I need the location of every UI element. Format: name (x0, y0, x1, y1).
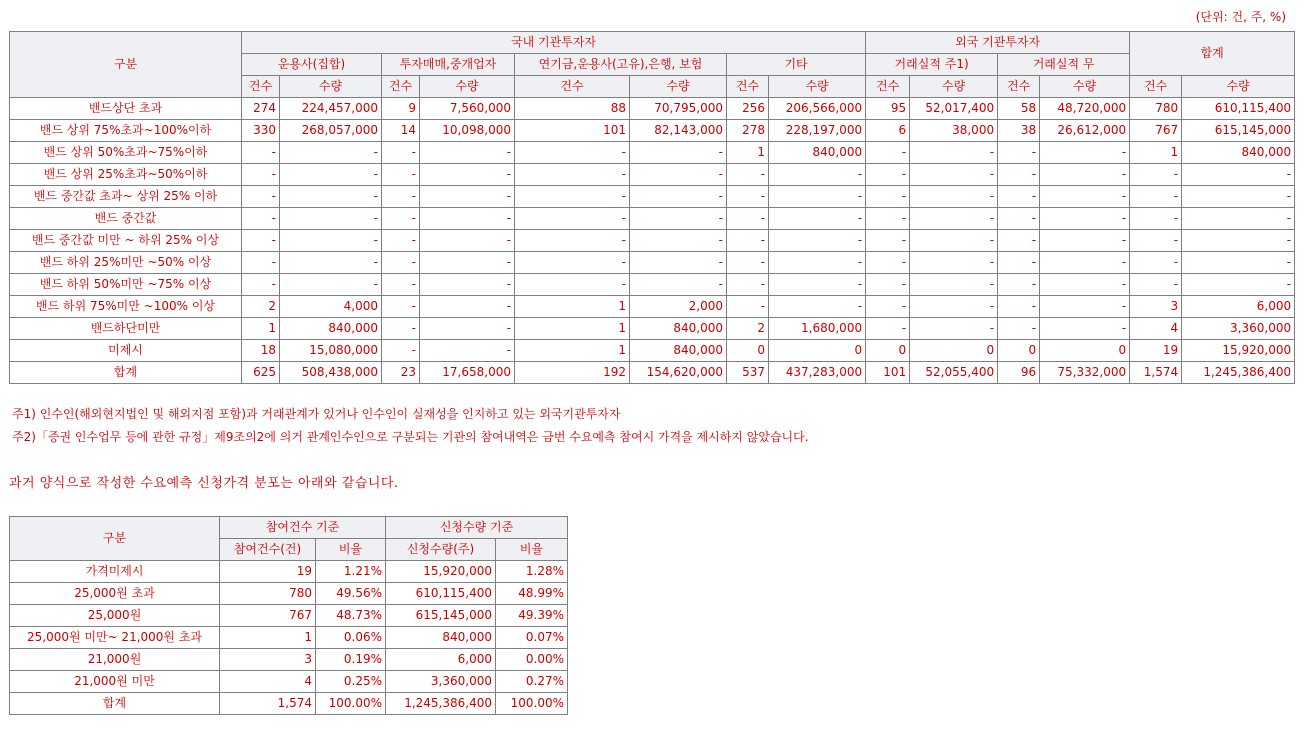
table-row (10, 362, 1295, 384)
table-cell: 0 (910, 340, 998, 362)
table-cell: 1.28% (496, 561, 568, 583)
table-row (10, 208, 1295, 230)
table-cell: 88 (515, 98, 630, 120)
table-cell: 4,000 (280, 296, 382, 318)
table-cell: 0 (866, 340, 910, 362)
table-cell: - (998, 208, 1040, 230)
table-cell: 17,658,000 (420, 362, 515, 384)
table-cell: 48.99% (496, 583, 568, 605)
table-cell: 49.56% (316, 583, 386, 605)
table-cell: - (382, 296, 420, 318)
table-cell: 4 (1130, 318, 1182, 340)
table-cell: 1,680,000 (769, 318, 866, 340)
table-cell: 49.39% (496, 605, 568, 627)
table-cell: 1,245,386,400 (386, 693, 496, 715)
table-cell: - (1130, 186, 1182, 208)
table-cell: - (630, 186, 727, 208)
row-label: 미제시 (10, 340, 242, 362)
table-cell: - (1182, 208, 1295, 230)
table-cell: 75,332,000 (1040, 362, 1130, 384)
row-label: 밴드 중간값 초과~ 상위 25% 이하 (10, 186, 242, 208)
table-cell: - (769, 230, 866, 252)
table-cell: - (1040, 142, 1130, 164)
table-cell: 1,245,386,400 (1182, 362, 1295, 384)
table-cell: - (998, 296, 1040, 318)
table-cell: - (1040, 296, 1130, 318)
row-label: 밴드 중간값 (10, 208, 242, 230)
table-row (10, 142, 1295, 164)
table-cell: 101 (866, 362, 910, 384)
row-label: 밴드 상위 50%초과~75%이하 (10, 142, 242, 164)
table-cell: - (242, 274, 280, 296)
table-cell: - (866, 296, 910, 318)
table-cell: - (1182, 186, 1295, 208)
unit-label: (단위: 건, 주, %) (1195, 10, 1286, 24)
row-label: 21,000원 미만 (10, 671, 220, 693)
row-label: 밴드 중간값 미만 ~ 하위 25% 이상 (10, 230, 242, 252)
table-cell: - (420, 296, 515, 318)
table-row (10, 583, 568, 605)
price-distribution-table (9, 516, 568, 715)
table-cell: - (515, 252, 630, 274)
header-group-qty: 신청수량 기준 (386, 517, 568, 539)
table-cell: - (242, 186, 280, 208)
table-cell: 9 (382, 98, 420, 120)
table-cell: 1 (515, 340, 630, 362)
header-column: 비율 (316, 539, 386, 561)
table-row (10, 318, 1295, 340)
table-cell: 1 (727, 142, 769, 164)
header-column: 신청수량(주) (386, 539, 496, 561)
table-cell: 52,055,400 (910, 362, 998, 384)
table-row (10, 230, 1295, 252)
table-cell: 38,000 (910, 120, 998, 142)
table-cell: 228,197,000 (769, 120, 866, 142)
table-cell: 0 (769, 340, 866, 362)
table-cell: - (769, 274, 866, 296)
table-cell: - (420, 318, 515, 340)
table-row (10, 693, 568, 715)
table-cell: - (280, 252, 382, 274)
table-cell: 1 (1130, 142, 1182, 164)
table-cell: 840,000 (630, 318, 727, 340)
table-row (10, 98, 1295, 120)
table-row (10, 120, 1295, 142)
table-cell: 625 (242, 362, 280, 384)
row-label: 밴드상단 초과 (10, 98, 242, 120)
table-cell: - (998, 274, 1040, 296)
header-count: 건수 (998, 76, 1040, 98)
table-cell: - (242, 164, 280, 186)
table-cell: 224,457,000 (280, 98, 382, 120)
table-cell: - (910, 230, 998, 252)
table-row (10, 186, 1295, 208)
table-cell: 15,920,000 (1182, 340, 1295, 362)
table-cell: - (420, 142, 515, 164)
table-cell: - (280, 230, 382, 252)
table-cell: - (727, 230, 769, 252)
row-label: 밴드 하위 25%미만 ~50% 이상 (10, 252, 242, 274)
table-cell: - (630, 142, 727, 164)
row-label: 밴드 상위 25%초과~50%이하 (10, 164, 242, 186)
table-cell: - (910, 208, 998, 230)
table-cell: - (866, 186, 910, 208)
table-cell: 4 (220, 671, 316, 693)
table-cell: 437,283,000 (769, 362, 866, 384)
table-cell: 1 (220, 627, 316, 649)
table-cell: 101 (515, 120, 630, 142)
table-row (10, 296, 1295, 318)
table-cell: 0 (998, 340, 1040, 362)
table-cell: - (910, 296, 998, 318)
table-cell: - (420, 230, 515, 252)
table-cell: 6,000 (1182, 296, 1295, 318)
table-cell: - (420, 208, 515, 230)
paragraph-text: 과거 양식으로 작성한 수요예측 신청가격 분포는 아래와 같습니다. (9, 476, 399, 491)
table-cell: 780 (220, 583, 316, 605)
row-label: 밴드 하위 75%미만 ~100% 이상 (10, 296, 242, 318)
table-cell: - (866, 230, 910, 252)
table-cell: 26,612,000 (1040, 120, 1130, 142)
table-cell: 508,438,000 (280, 362, 382, 384)
table-cell: 330 (242, 120, 280, 142)
header-qty: 수량 (1040, 76, 1130, 98)
table-cell: 256 (727, 98, 769, 120)
table-row (10, 274, 1295, 296)
table-cell: - (382, 252, 420, 274)
row-label: 합계 (10, 693, 220, 715)
table-cell: 38 (998, 120, 1040, 142)
table-cell: - (1182, 274, 1295, 296)
table-row (10, 605, 568, 627)
table-cell: - (242, 230, 280, 252)
table-cell: 14 (382, 120, 420, 142)
table-cell: - (1182, 164, 1295, 186)
table-cell: - (727, 274, 769, 296)
table-cell: - (866, 208, 910, 230)
table-cell: - (242, 208, 280, 230)
table-cell: 610,115,400 (1182, 98, 1295, 120)
header-subgroup: 투자매매,중개업자 (382, 54, 515, 76)
table-cell: 840,000 (386, 627, 496, 649)
table-cell: 767 (220, 605, 316, 627)
table-cell: 6,000 (386, 649, 496, 671)
table-cell: 278 (727, 120, 769, 142)
table-cell: - (1040, 252, 1130, 274)
table-cell: 274 (242, 98, 280, 120)
table-row (10, 340, 1295, 362)
table-cell: - (727, 164, 769, 186)
table-cell: 154,620,000 (630, 362, 727, 384)
table-cell: - (910, 252, 998, 274)
table-cell: 95 (866, 98, 910, 120)
table-cell: - (1040, 230, 1130, 252)
table-cell: 3,360,000 (386, 671, 496, 693)
table-cell: - (382, 164, 420, 186)
header-qty: 수량 (769, 76, 866, 98)
table-cell: 52,017,400 (910, 98, 998, 120)
row-label: 밴드하단미만 (10, 318, 242, 340)
header-qty: 수량 (630, 76, 727, 98)
table-row (10, 649, 568, 671)
table-cell: - (998, 252, 1040, 274)
header-count: 건수 (242, 76, 280, 98)
table-cell: - (769, 296, 866, 318)
table-cell: - (866, 164, 910, 186)
table-cell: - (382, 274, 420, 296)
table-cell: 268,057,000 (280, 120, 382, 142)
table-cell: 610,115,400 (386, 583, 496, 605)
table-cell: - (1182, 252, 1295, 274)
table-cell: - (1130, 252, 1182, 274)
table-cell: 7,560,000 (420, 98, 515, 120)
table-cell: - (1040, 208, 1130, 230)
table-cell: 0 (727, 340, 769, 362)
table-cell: - (769, 164, 866, 186)
table-cell: - (420, 274, 515, 296)
table-row (10, 671, 568, 693)
table-cell: - (910, 186, 998, 208)
row-label: 가격미제시 (10, 561, 220, 583)
table-cell: 82,143,000 (630, 120, 727, 142)
table-cell: - (630, 230, 727, 252)
row-label: 밴드 하위 50%미만 ~75% 이상 (10, 274, 242, 296)
table-cell: - (866, 274, 910, 296)
table-cell: 0.27% (496, 671, 568, 693)
table-cell: 1,574 (220, 693, 316, 715)
table-cell: - (382, 230, 420, 252)
table-cell: - (1182, 230, 1295, 252)
table-cell: - (420, 340, 515, 362)
table-cell: - (727, 252, 769, 274)
table-cell: - (1130, 164, 1182, 186)
table-cell: 0.00% (496, 649, 568, 671)
table-cell: - (998, 230, 1040, 252)
row-label: 25,000원 미만~ 21,000원 초과 (10, 627, 220, 649)
table-cell: - (382, 340, 420, 362)
footnote-1: 주1) 인수인(해외현지법인 및 해외지점 포함)과 거래관계가 있거나 인수인이 실재성을 인지하고 있는 외국기관투자자 (12, 407, 621, 421)
table-cell: - (910, 164, 998, 186)
header-subgroup: 연기금,운용사(고유),은행, 보험 (515, 54, 727, 76)
table-cell: - (769, 186, 866, 208)
header-qty: 수량 (910, 76, 998, 98)
row-label: 밴드 상위 75%초과~100%이하 (10, 120, 242, 142)
table-cell: - (1040, 186, 1130, 208)
header-count: 건수 (727, 76, 769, 98)
table-cell: 840,000 (1182, 142, 1295, 164)
table-cell: - (515, 186, 630, 208)
header-total: 합계 (1130, 32, 1295, 76)
table-cell: - (866, 252, 910, 274)
header-count: 건수 (1130, 76, 1182, 98)
row-label: 25,000원 (10, 605, 220, 627)
footnote-2: 주2)「증권 인수업무 등에 관한 규정」제9조의2에 의거 관계인수인으로 구분되는 기관의 참여내역은 금번 수요예측 참여시 가격을 제시하지 않았습니다. (12, 430, 809, 444)
table-cell: - (515, 142, 630, 164)
header-column: 비율 (496, 539, 568, 561)
table-cell: - (998, 142, 1040, 164)
table-cell: 48.73% (316, 605, 386, 627)
table-cell: 15,080,000 (280, 340, 382, 362)
table-cell: - (1040, 164, 1130, 186)
header-label: 구분 (10, 32, 242, 98)
table-cell: - (515, 208, 630, 230)
table-cell: - (280, 208, 382, 230)
table-cell: 1,574 (1130, 362, 1182, 384)
table-cell: - (515, 230, 630, 252)
header-count: 건수 (866, 76, 910, 98)
table-cell: 2,000 (630, 296, 727, 318)
table-cell: - (630, 164, 727, 186)
header-subgroup: 운용사(집합) (242, 54, 382, 76)
table-cell: 3 (220, 649, 316, 671)
table-cell: 537 (727, 362, 769, 384)
table-cell: - (515, 274, 630, 296)
table-cell: 15,920,000 (386, 561, 496, 583)
table-cell: 615,145,000 (1182, 120, 1295, 142)
table-cell: - (910, 318, 998, 340)
header-domestic: 국내 기관투자자 (242, 32, 866, 54)
table-cell: - (1040, 274, 1130, 296)
table-cell: - (280, 186, 382, 208)
table-cell: 3 (1130, 296, 1182, 318)
table-cell: - (515, 164, 630, 186)
table-cell: - (727, 186, 769, 208)
table-cell: 58 (998, 98, 1040, 120)
table-cell: - (1130, 274, 1182, 296)
table-cell: - (998, 186, 1040, 208)
header-qty: 수량 (1182, 76, 1295, 98)
table-cell: - (382, 142, 420, 164)
table-cell: - (420, 164, 515, 186)
row-label: 합계 (10, 362, 242, 384)
header-subgroup: 기타 (727, 54, 866, 76)
table-cell: 1.21% (316, 561, 386, 583)
table-row (10, 164, 1295, 186)
table-cell: - (769, 252, 866, 274)
table-cell: 96 (998, 362, 1040, 384)
table-cell: - (998, 164, 1040, 186)
table-cell: - (910, 142, 998, 164)
table-cell: - (382, 318, 420, 340)
header-qty: 수량 (420, 76, 515, 98)
table-cell: 2 (242, 296, 280, 318)
header-foreign: 외국 기관투자자 (866, 32, 1130, 54)
header-group-count: 참여건수 기준 (220, 517, 386, 539)
table-row (10, 252, 1295, 274)
table-cell: 1 (242, 318, 280, 340)
row-label: 21,000원 (10, 649, 220, 671)
table-cell: - (727, 296, 769, 318)
table-row (10, 561, 568, 583)
table-cell: - (280, 164, 382, 186)
table-cell: - (280, 274, 382, 296)
table-cell: 10,098,000 (420, 120, 515, 142)
table-cell: - (280, 142, 382, 164)
table-cell: 100.00% (316, 693, 386, 715)
table-cell: - (242, 142, 280, 164)
table-cell: 0.07% (496, 627, 568, 649)
table-cell: - (382, 186, 420, 208)
table-cell: 767 (1130, 120, 1182, 142)
table-cell: 23 (382, 362, 420, 384)
table-cell: - (420, 186, 515, 208)
table-cell: - (1130, 230, 1182, 252)
table-cell: 840,000 (280, 318, 382, 340)
table-cell: 0.25% (316, 671, 386, 693)
table-cell: - (420, 252, 515, 274)
table-cell: 19 (1130, 340, 1182, 362)
table-cell: 2 (727, 318, 769, 340)
header-count: 건수 (515, 76, 630, 98)
table-cell: - (910, 274, 998, 296)
table-cell: - (866, 318, 910, 340)
table-cell: 192 (515, 362, 630, 384)
table-cell: - (1130, 208, 1182, 230)
table-cell: - (630, 274, 727, 296)
table-cell: - (769, 208, 866, 230)
table-cell: 1 (515, 296, 630, 318)
table-cell: 780 (1130, 98, 1182, 120)
table-cell: 840,000 (769, 142, 866, 164)
table-cell: 840,000 (630, 340, 727, 362)
table-cell: 6 (866, 120, 910, 142)
row-label: 25,000원 초과 (10, 583, 220, 605)
header-count: 건수 (382, 76, 420, 98)
table-row (10, 627, 568, 649)
header-qty: 수량 (280, 76, 382, 98)
table-cell: - (998, 318, 1040, 340)
table-cell: 615,145,000 (386, 605, 496, 627)
header-subgroup: 거래실적 무 (998, 54, 1130, 76)
table-cell: - (1040, 318, 1130, 340)
table-cell: - (727, 208, 769, 230)
header-column: 참여건수(건) (220, 539, 316, 561)
table-cell: - (630, 208, 727, 230)
table-cell: 1 (515, 318, 630, 340)
table-cell: 3,360,000 (1182, 318, 1295, 340)
table-cell: - (866, 142, 910, 164)
table-cell: - (382, 208, 420, 230)
table-cell: 100.00% (496, 693, 568, 715)
table-cell: 0.06% (316, 627, 386, 649)
table-cell: - (630, 252, 727, 274)
table-cell: - (242, 252, 280, 274)
table-cell: 206,566,000 (769, 98, 866, 120)
table-cell: 18 (242, 340, 280, 362)
header-subgroup: 거래실적 주1) (866, 54, 998, 76)
allocation-table (9, 31, 1295, 384)
table-cell: 0.19% (316, 649, 386, 671)
table-cell: 70,795,000 (630, 98, 727, 120)
table-cell: 19 (220, 561, 316, 583)
table-cell: 0 (1040, 340, 1130, 362)
header-label: 구분 (10, 517, 220, 561)
table-cell: 48,720,000 (1040, 98, 1130, 120)
